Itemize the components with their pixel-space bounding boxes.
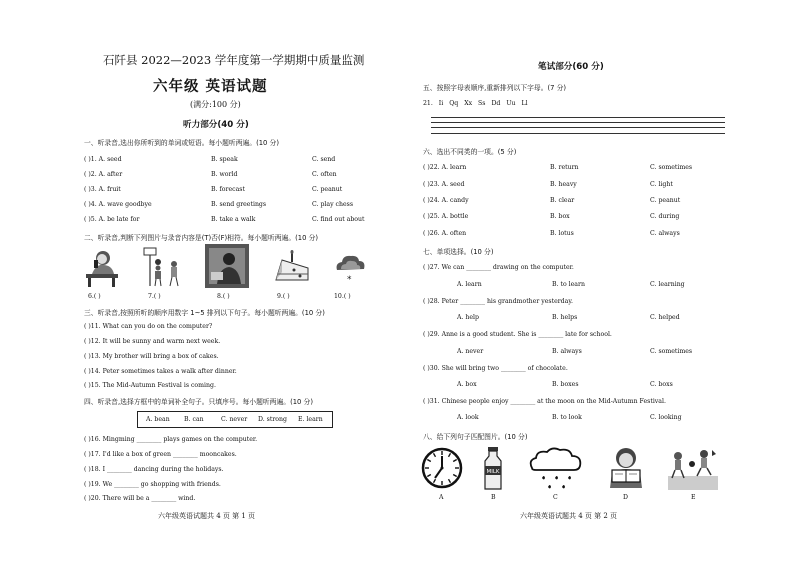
mc-option-c: C. learning: [650, 281, 685, 288]
mc-option-a: A. look: [457, 414, 479, 421]
question-option-a: ( )23. A. seed: [423, 181, 465, 188]
mc-option-c: C. boxs: [650, 381, 673, 388]
page-footer: 六年级英语试题共 4 页 第 2 页: [520, 512, 618, 520]
question-option-c: C. often: [312, 171, 337, 178]
question-option-c: C. peanut: [650, 197, 681, 204]
question-option-a: ( )26. A. often: [423, 230, 467, 237]
mc-option-c: C. helped: [650, 314, 680, 321]
basketball-picture: [140, 246, 184, 288]
mc-option-b: B. boxes: [552, 381, 579, 388]
question-option-c: C. during: [650, 213, 680, 220]
mc-question: ( )27. We can ________ drawing on the computer.: [423, 264, 574, 271]
listening-section-title: 听力部分(40 分): [183, 120, 249, 130]
question-option-c: C. peanut: [312, 186, 343, 193]
exam-header: 石阡县 2022—2023 学年度第一学期期中质量监测: [103, 53, 365, 67]
question-option-a: ( )2. A. after: [84, 171, 123, 178]
person-on-phone-picture: [84, 248, 120, 288]
writing-line: [431, 117, 725, 118]
question-row: [397, 213, 794, 223]
writing-line: [431, 133, 725, 134]
question-option-a: ( )3. A. fruit: [84, 186, 121, 193]
picture-label-a: A: [439, 494, 444, 501]
part4-instructions: 四、听录音,选择方框中的单词补全句子。只填序号。每小题听两遍。(10 分): [84, 398, 313, 406]
question-row: [397, 181, 794, 191]
snow-cloud-picture: [333, 252, 367, 284]
question-row: [0, 216, 397, 226]
question-option-a: ( )25. A. bottle: [423, 213, 469, 220]
mc-option-a: A. box: [457, 381, 477, 388]
question-option-c: C. sometimes: [650, 164, 693, 171]
letters-to-order: 21. Ii Qq Xx Ss Dd Uu Ll: [423, 100, 528, 107]
playing-kids-picture: [668, 446, 718, 490]
word-bank-item: C. never: [221, 416, 248, 423]
picture-label-c: C: [553, 494, 558, 501]
mc-question: ( )31. Chinese people enjoy ________ at the moon on the Mid-Autumn Festival.: [423, 398, 666, 405]
question-option-c: C. always: [650, 230, 680, 237]
question-row: [0, 156, 397, 166]
answer-label-6: 6.( ): [88, 293, 101, 300]
ordering-sentence: ( )13. My brother will bring a box of cakes.: [84, 353, 219, 360]
written-section-title: 笔试部分(60 分): [538, 62, 604, 72]
milk-bottle-picture: [483, 446, 503, 490]
question-option-c: C. play chess: [312, 201, 354, 208]
question-option-c: C. send: [312, 156, 336, 163]
question-option-b: B. lotus: [550, 230, 574, 237]
question-option-b: B. world: [211, 171, 238, 178]
fill-blank-sentence: ( )19. We ________ go shopping with friends.: [84, 481, 221, 488]
question-row: [0, 186, 397, 196]
question-option-c: C. light: [650, 181, 673, 188]
question-option-a: ( )5. A. be late for: [84, 216, 140, 223]
ordering-sentence: ( )15. The Mid-Autumn Festival is coming.: [84, 382, 216, 389]
svg-text:*: *: [347, 275, 352, 284]
picture-label-e: E: [691, 494, 696, 501]
fill-blank-sentence: ( )18. I ________ dancing during the holidays.: [84, 466, 224, 473]
question-row: [397, 230, 794, 240]
question-option-b: B. heavy: [550, 181, 577, 188]
mc-options: [397, 414, 794, 424]
word-bank-item: D. strong: [258, 416, 287, 423]
part5-instructions: 五、按照字母表顺序,重新排列以下字母。(7 分): [423, 84, 567, 92]
part1-instructions: 一、听录音,选出你所听到的单词或短语。每小题听两遍。(10 分): [84, 139, 279, 147]
word-bank-item: A. bean: [146, 416, 170, 423]
reading-child-picture: [604, 446, 648, 490]
part3-instructions: 三、听录音,按照所听的顺序用数字 1~5 排列以下句子。每小题听两遍。(10 分): [84, 309, 325, 317]
fill-blank-sentence: ( )16. Mingming ________ plays games on the computer.: [84, 436, 258, 443]
right-page: [397, 0, 794, 561]
mc-option-c: C. looking: [650, 414, 682, 421]
part6-instructions: 六、选出不同类的一项。(5 分): [423, 148, 517, 156]
part7-instructions: 七、单项选择。(10 分): [423, 248, 494, 256]
mc-option-a: A. never: [457, 348, 484, 355]
full-score: (满分:100 分): [190, 100, 241, 109]
ordering-sentence: ( )12. It will be sunny and warm next week.: [84, 338, 221, 345]
question-row: [0, 201, 397, 211]
ordering-sentence: ( )11. What can you do on the computer?: [84, 323, 213, 330]
part8-instructions: 八、给下列句子匹配图片。(10 分): [423, 433, 528, 441]
writing-line: [431, 127, 725, 128]
question-option-a: ( )1. A. seed: [84, 156, 122, 163]
mc-question: ( )30. She will bring two ________ of chocolate.: [423, 365, 568, 372]
ordering-sentence: ( )14. Peter sometimes takes a walk after dinner.: [84, 368, 237, 375]
word-bank-item: E. learn: [298, 416, 323, 423]
page-footer: 六年级英语试题共 4 页 第 1 页: [158, 512, 256, 520]
word-bank-item: B. can: [184, 416, 204, 423]
mc-options: [397, 348, 794, 358]
mc-option-a: A. learn: [457, 281, 482, 288]
question-row: [0, 171, 397, 181]
question-option-b: B. box: [550, 213, 570, 220]
question-row: [397, 164, 794, 174]
mc-question: ( )28. Peter ________ his grandmother yesterday.: [423, 298, 573, 305]
answer-label-7: 7.( ): [148, 293, 161, 300]
mc-option-b: B. to learn: [552, 281, 585, 288]
question-option-c: C. find out about: [312, 216, 365, 223]
mc-option-b: B. to look: [552, 414, 582, 421]
computer-user-picture: [205, 244, 249, 288]
mc-options: [397, 314, 794, 324]
question-option-b: B. clear: [550, 197, 575, 204]
mc-option-b: B. helps: [552, 314, 578, 321]
question-option-a: ( )22. A. learn: [423, 164, 467, 171]
clock-picture: [421, 447, 463, 489]
mc-question: ( )29. Anne is a good student. She is ________ late for school.: [423, 331, 612, 338]
mc-options: [397, 281, 794, 291]
question-option-b: B. speak: [211, 156, 238, 163]
cake-picture: [272, 250, 312, 286]
writing-line: [431, 122, 725, 123]
answer-label-10: 10.( ): [334, 293, 351, 300]
fill-blank-sentence: ( )20. There will be a ________ wind.: [84, 495, 196, 502]
question-option-b: B. forecast: [211, 186, 245, 193]
picture-label-b: B: [491, 494, 496, 501]
mc-option-c: C. sometimes: [650, 348, 693, 355]
milk-label: MILK: [486, 469, 500, 475]
question-option-a: ( )4. A. wave goodbye: [84, 201, 152, 208]
question-option-b: B. return: [550, 164, 579, 171]
question-option-b: B. send greetings: [211, 201, 267, 208]
question-option-a: ( )24. A. candy: [423, 197, 469, 204]
mc-option-a: A. help: [457, 314, 479, 321]
fill-blank-sentence: ( )17. I'd like a box of green ________ mooncakes.: [84, 451, 237, 458]
answer-label-9: 9.( ): [277, 293, 290, 300]
picture-label-d: D: [623, 494, 628, 501]
part2-instructions: 二、听录音,判断下列图片与录音内容是(T)否(F)相符。每小题听两遍。(10 分): [84, 234, 319, 242]
mc-options: [397, 381, 794, 391]
answer-label-8: 8.( ): [217, 293, 230, 300]
mc-option-b: B. always: [552, 348, 582, 355]
rain-cloud-picture: [526, 446, 586, 490]
question-option-b: B. take a walk: [211, 216, 256, 223]
question-row: [397, 197, 794, 207]
exam-title: 六年级 英语试题: [153, 79, 268, 95]
